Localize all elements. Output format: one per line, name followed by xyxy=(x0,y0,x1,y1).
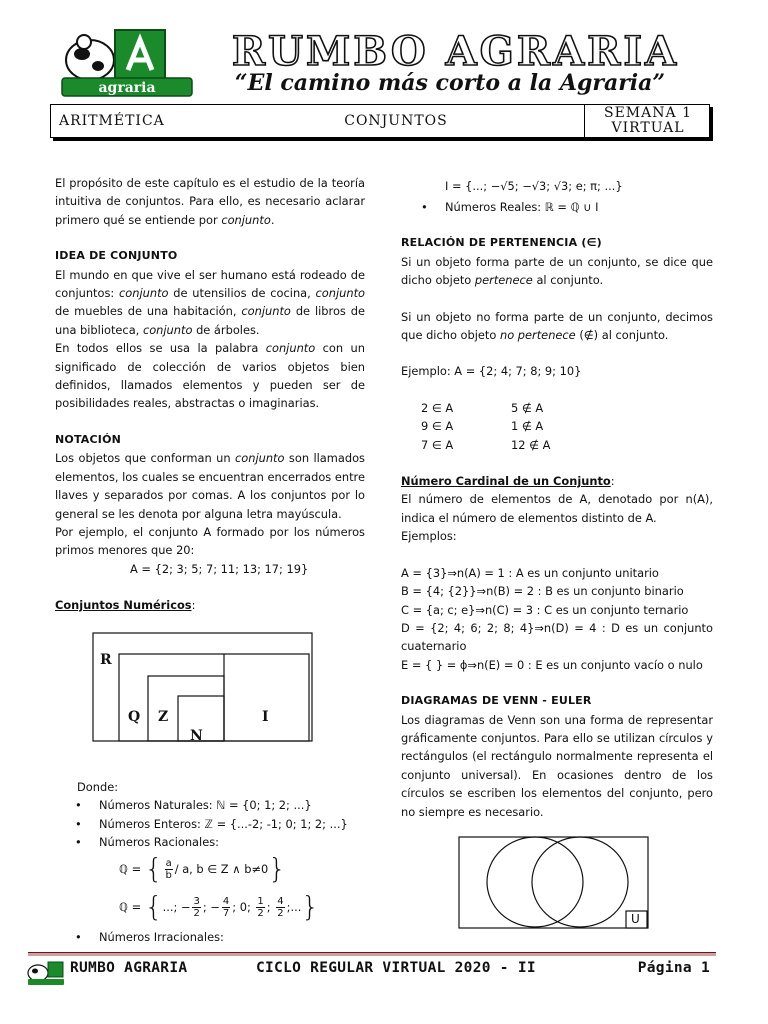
notation-paragraph-1: Los objetos que conforman un conjunto son llamados elementos, los cuales se encuentran encerrados entre llaves y separados por comas. A los conjuntos por lo general se les denota por alguna letra mayúscula. xyxy=(55,451,365,521)
rationals-item: • Números Racionales: xyxy=(55,833,365,851)
pair-not-in: 12 ∉ A xyxy=(511,437,551,452)
cardinal-example: D = {2; 4; 6; 2; 8; 4}⇒n(D) = 4 : D es un conjunto cuaternario xyxy=(401,620,713,654)
subject-title: ARITMÉTICA xyxy=(59,113,165,129)
set-R-label: R xyxy=(100,652,112,668)
notation-paragraph-2: Por ejemplo, el conjunto A formado por los números primos menores que 20: xyxy=(55,524,365,558)
idea-paragraph-2: En todos ellos se usa la palabra conjunto con un significado de colección de varios objetos bien definidos, llamados elementos y pueden ser de posibilidades reales, abstractas o imaginarias. xyxy=(55,341,365,411)
numeric-sets-diagram xyxy=(92,632,314,744)
idea-heading: IDEA DE CONJUNTO xyxy=(55,249,178,263)
reals-item: • Números Reales: ℝ = ℚ ∪ I xyxy=(401,198,713,216)
cardinal-examples-label: Ejemplos: xyxy=(401,529,457,544)
week-line1: SEMANA 1 xyxy=(604,105,692,121)
notation-heading: NOTACIÓN xyxy=(55,432,122,446)
footer-brand: RUMBO AGRARIA xyxy=(70,960,188,976)
membership-paragraph-1: Si un objeto forma parte de un conjunto, se dice que dicho objeto pertenece al conjunto. xyxy=(401,254,713,288)
venn-circle-a xyxy=(487,837,583,927)
irrationals-item: • Números Irracionales: xyxy=(55,928,365,946)
cardinal-paragraph: El número de elementos de A, denotado por n(A), indica el número de elementos distinto de A. xyxy=(401,492,713,525)
right-column xyxy=(401,174,713,821)
cardinal-heading: Número Cardinal de un Conjunto: xyxy=(401,474,615,489)
numeric-sets-heading: Conjuntos Numéricos: xyxy=(55,598,196,613)
set-Q-label: Q xyxy=(128,709,141,725)
irrationals-set: I = {...; −√5; −√3; √3; e; π; ...} xyxy=(445,179,623,193)
membership-example: Ejemplo: A = {2; 4; 7; 8; 9; 10} xyxy=(401,364,582,379)
topic-title: CONJUNTOS xyxy=(344,113,448,129)
rationals-extension: ℚ = { ...; − $\frac{3}{2}$ ; − $\frac{4}{7}$ ; 0; $\frac{1}{2}$ ; $\frac{4}{2}$ ;... } xyxy=(119,890,320,924)
venn-universe-label: U xyxy=(631,912,640,926)
membership-pairs xyxy=(401,399,713,454)
pair-in: 2 ∈ A xyxy=(421,400,454,415)
brand-logo xyxy=(60,20,195,98)
integers-item: • Números Enteros: ℤ = {...-2; -1; 0; 1; 2; ...} xyxy=(55,815,365,833)
pair-not-in: 5 ∉ A xyxy=(511,400,544,415)
cardinal-example: E = { } = ϕ⇒n(E) = 0 : E es un conjunto vacío o nulo xyxy=(401,657,703,672)
pair-not-in: 1 ∉ A xyxy=(511,419,544,434)
intro-paragraph: El propósito de este capítulo es el estudio de la teoría intuitiva de conjuntos. Para ello, es necesario aclarar primero qué se entiende por conjunto. xyxy=(55,176,365,227)
membership-paragraph-2: Si un objeto no forma parte de un conjunto, decimos que dicho objeto no pertenece (∉) al conjunto. xyxy=(401,309,713,343)
set-Z-label: Z xyxy=(158,709,169,725)
header-table xyxy=(50,104,710,138)
primes-equation: A = {2; 3; 5; 7; 11; 13; 17; 19} xyxy=(130,561,309,576)
cardinal-example: A = {3}⇒n(A) = 1 : A es un conjunto unitario xyxy=(401,565,659,580)
week-label xyxy=(587,105,709,137)
naturals-item: • Números Naturales: ℕ = {0; 1; 2; ...} xyxy=(55,796,365,814)
venn-paragraph: Los diagramas de Venn son una forma de representar gráficamente conjuntos. Para ello se utilizan círculos y rectángulos (el rectángulo normalmente representa el conjunto universal). En ocasiones dentro de los círculos se escriben los elementos del conjunto, pero no siempre es necesario. xyxy=(401,712,713,819)
pair-in: 7 ∈ A xyxy=(421,437,454,452)
set-N-label: N xyxy=(190,728,203,744)
logo-text: agraria xyxy=(98,80,156,96)
brand-title: RUMBO AGRARIA xyxy=(231,28,680,75)
left-column xyxy=(55,174,365,615)
week-line2: VIRTUAL xyxy=(611,120,685,136)
brand-slogan: “El camino más corto a la Agraria” xyxy=(234,70,666,96)
footer-rule xyxy=(28,952,716,956)
pair-in: 9 ∈ A xyxy=(421,419,454,434)
rationals-definition: ℚ = { $\frac{a}{b}$ / a, b ∈ Z ∧ b≠0 } xyxy=(119,852,287,886)
cardinal-example: C = {a; c; e}⇒n(C) = 3 : C es un conjunto ternario xyxy=(401,602,689,617)
idea-paragraph-1: El mundo en que vive el ser humano está rodeado de conjuntos: conjunto de utensilios de cocina, conjunto de muebles de una habitación, conjunto de libros de una biblioteca, conjunto de árboles. xyxy=(55,267,366,337)
membership-heading: RELACIÓN DE PERTENENCIA (∈) xyxy=(401,236,602,250)
set-I-label: I xyxy=(262,709,269,725)
donde-label: Donde: xyxy=(77,780,119,794)
left-column-lower xyxy=(55,778,365,946)
venn-diagram xyxy=(458,836,650,930)
venn-heading: DIAGRAMAS DE VENN - EULER xyxy=(401,694,592,708)
footer-page: Página 1 xyxy=(637,960,710,976)
footer-logo xyxy=(26,958,66,986)
header-divider xyxy=(584,105,585,137)
venn-circle-b xyxy=(532,837,628,927)
cardinal-example: B = {4; {2}}⇒n(B) = 2 : B es un conjunto binario xyxy=(401,584,684,599)
footer-cycle: CICLO REGULAR VIRTUAL 2020 - II xyxy=(256,960,536,976)
